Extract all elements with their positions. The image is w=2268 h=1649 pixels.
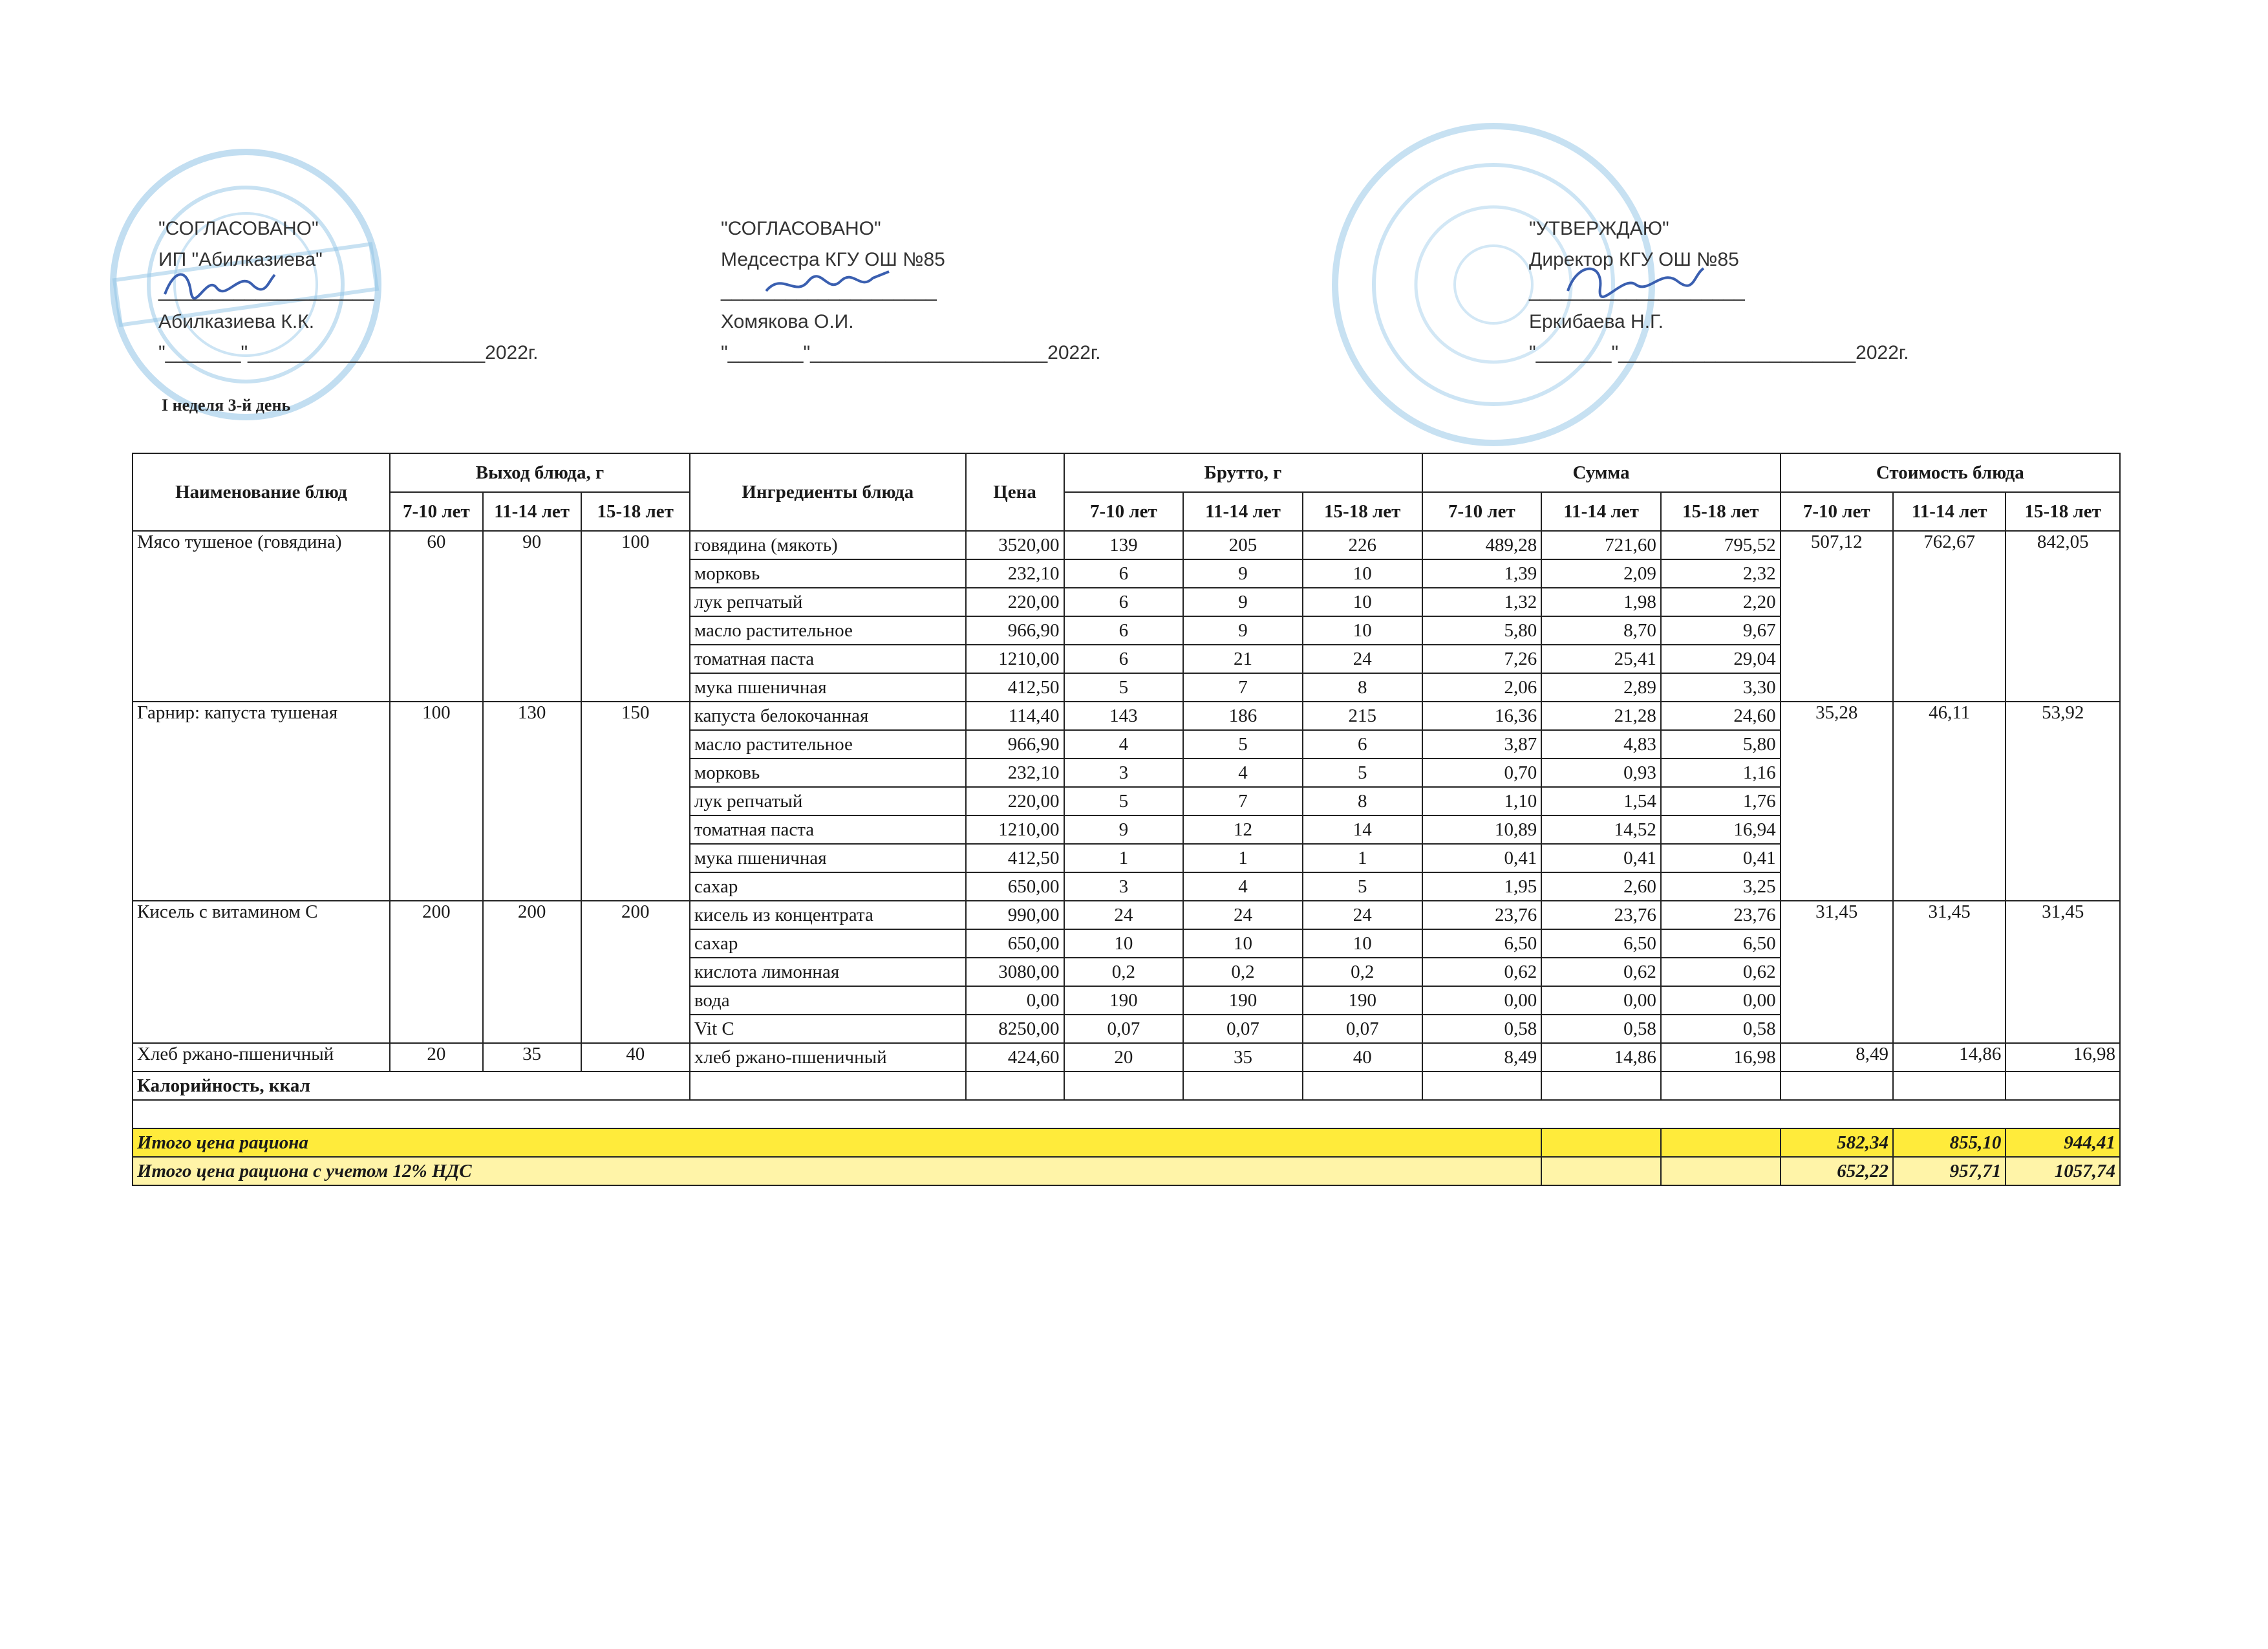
gross-weight: 5 <box>1064 673 1184 702</box>
header-gross: Брутто, г <box>1064 453 1422 492</box>
header-age-group: 7-10 лет <box>1781 492 1893 531</box>
ingredient-name: вода <box>690 986 966 1015</box>
total-vat-row-value: 957,71 <box>1893 1157 2006 1185</box>
ingredient-price: 3080,00 <box>966 958 1064 986</box>
ingredient-name: капуста белокочанная <box>690 702 966 730</box>
ingredient-name: морковь <box>690 759 966 787</box>
total-vat-row-value: 1057,74 <box>2006 1157 2120 1185</box>
ingredient-price: 412,50 <box>966 673 1064 702</box>
ingredient-name: томатная паста <box>690 645 966 673</box>
dish-yield: 100 <box>581 531 690 702</box>
ingredient-sum: 10,89 <box>1422 815 1542 844</box>
ingredient-sum: 7,26 <box>1422 645 1542 673</box>
ingredient-sum: 5,80 <box>1661 730 1781 759</box>
empty-cell <box>966 1072 1064 1100</box>
dish-yield: 200 <box>581 901 690 1043</box>
empty-cell <box>1661 1157 1781 1185</box>
header-age-group: 15-18 лет <box>2006 492 2120 531</box>
gross-weight: 0,2 <box>1183 958 1303 986</box>
gross-weight: 40 <box>1303 1043 1422 1072</box>
empty-cell <box>2006 1072 2120 1100</box>
ingredient-sum: 0,62 <box>1541 958 1661 986</box>
ingredient-sum: 21,28 <box>1541 702 1661 730</box>
gross-weight: 35 <box>1183 1043 1303 1072</box>
header-row <box>133 453 2120 492</box>
approval-date: "_______"______________________2022г. <box>1529 342 1909 363</box>
ingredient-price: 8250,00 <box>966 1015 1064 1043</box>
gross-weight: 10 <box>1303 616 1422 645</box>
approval-date: "_______"______________________2022г. <box>721 342 1101 363</box>
handwritten-signature-nurse <box>763 262 892 307</box>
ingredient-price: 412,50 <box>966 844 1064 872</box>
approval-name: Хомякова О.И. <box>721 311 854 332</box>
empty-cell <box>1541 1072 1661 1100</box>
handwritten-signature-director <box>1565 255 1707 307</box>
header-age-group: 15-18 лет <box>1303 492 1422 531</box>
ingredient-name: морковь <box>690 559 966 588</box>
menu-cost-table <box>132 453 2121 1186</box>
ingredient-sum: 29,04 <box>1661 645 1781 673</box>
gross-weight: 24 <box>1183 901 1303 929</box>
ingredient-sum: 2,60 <box>1541 872 1661 901</box>
empty-cell <box>1303 1072 1422 1100</box>
ingredient-name: лук репчатый <box>690 588 966 616</box>
empty-cell <box>1422 1072 1542 1100</box>
ingredient-price: 220,00 <box>966 787 1064 815</box>
ingredient-price: 114,40 <box>966 702 1064 730</box>
ingredient-name: кисель из концентрата <box>690 901 966 929</box>
gross-weight: 215 <box>1303 702 1422 730</box>
ingredient-sum: 14,86 <box>1541 1043 1661 1072</box>
dish-cost: 35,28 <box>1781 702 1893 901</box>
gross-weight: 24 <box>1303 645 1422 673</box>
dish-yield: 200 <box>483 901 581 1043</box>
signature-line: ____________________ <box>1529 280 1745 301</box>
ingredient-sum: 6,50 <box>1541 929 1661 958</box>
ingredient-price: 220,00 <box>966 588 1064 616</box>
total-row-value: 855,10 <box>1893 1128 2006 1157</box>
empty-cell <box>1661 1128 1781 1157</box>
gross-weight: 10 <box>1064 929 1184 958</box>
handwritten-signature-left <box>162 262 278 307</box>
ingredient-name: сахар <box>690 872 966 901</box>
ingredient-name: сахар <box>690 929 966 958</box>
gross-weight: 4 <box>1183 872 1303 901</box>
header-age-group: 7-10 лет <box>1422 492 1542 531</box>
gross-weight: 9 <box>1183 616 1303 645</box>
ingredient-sum: 2,06 <box>1422 673 1542 702</box>
header-dish-cost: Стоимость блюда <box>1781 453 2120 492</box>
ingredient-sum: 0,00 <box>1422 986 1542 1015</box>
ingredient-price: 424,60 <box>966 1043 1064 1072</box>
gross-weight: 9 <box>1064 815 1184 844</box>
ingredient-price: 990,00 <box>966 901 1064 929</box>
ingredient-sum: 0,70 <box>1422 759 1542 787</box>
dish-cost: 507,12 <box>1781 531 1893 702</box>
ingredient-sum: 0,58 <box>1661 1015 1781 1043</box>
dish-cost: 14,86 <box>1893 1043 2006 1072</box>
gross-weight: 186 <box>1183 702 1303 730</box>
ingredient-sum: 1,16 <box>1661 759 1781 787</box>
gross-weight: 0,07 <box>1303 1015 1422 1043</box>
empty-cell <box>1541 1128 1661 1157</box>
gross-weight: 6 <box>1064 616 1184 645</box>
dish-yield: 90 <box>483 531 581 702</box>
gross-weight: 1 <box>1064 844 1184 872</box>
gross-weight: 8 <box>1303 787 1422 815</box>
approval-position: ИП "Абилказиева" <box>158 249 323 270</box>
blank-row <box>133 1100 2120 1128</box>
gross-weight: 6 <box>1303 730 1422 759</box>
ingredient-sum: 6,50 <box>1661 929 1781 958</box>
dish-yield: 100 <box>390 702 483 901</box>
ingredient-name: томатная паста <box>690 815 966 844</box>
dish-cost: 31,45 <box>1893 901 2006 1043</box>
header-price: Цена <box>966 453 1064 531</box>
gross-weight: 4 <box>1064 730 1184 759</box>
dish-yield: 40 <box>581 1043 690 1072</box>
ingredient-sum: 6,50 <box>1422 929 1542 958</box>
dish-cost: 8,49 <box>1781 1043 1893 1072</box>
ingredient-sum: 2,09 <box>1541 559 1661 588</box>
approval-position: Медсестра КГУ ОШ №85 <box>721 249 945 270</box>
ingredient-price: 0,00 <box>966 986 1064 1015</box>
ingredient-sum: 25,41 <box>1541 645 1661 673</box>
empty-cell <box>1893 1072 2006 1100</box>
total-row <box>133 1128 2120 1157</box>
header-dish-name: Наименование блюд <box>133 453 390 531</box>
gross-weight: 226 <box>1303 531 1422 559</box>
gross-weight: 143 <box>1064 702 1184 730</box>
gross-weight: 190 <box>1183 986 1303 1015</box>
gross-weight: 8 <box>1303 673 1422 702</box>
approval-title: "СОГЛАСОВАНО" <box>721 218 881 239</box>
calories-label: Калорийность, ккал <box>133 1072 690 1100</box>
header-ingredients: Ингредиенты блюда <box>690 453 966 531</box>
ingredient-price: 232,10 <box>966 759 1064 787</box>
ingredient-price: 966,90 <box>966 730 1064 759</box>
ingredient-sum: 1,32 <box>1422 588 1542 616</box>
gross-weight: 205 <box>1183 531 1303 559</box>
gross-weight: 6 <box>1064 645 1184 673</box>
ingredient-sum: 1,10 <box>1422 787 1542 815</box>
approval-name: Абилказиева К.К. <box>158 311 315 332</box>
ingredient-sum: 0,62 <box>1661 958 1781 986</box>
signature-line: ____________________ <box>721 280 937 301</box>
week-day-label: I неделя 3-й день <box>162 396 291 415</box>
gross-weight: 3 <box>1064 759 1184 787</box>
gross-weight: 10 <box>1183 929 1303 958</box>
ingredient-sum: 3,25 <box>1661 872 1781 901</box>
gross-weight: 7 <box>1183 787 1303 815</box>
header-age-group: 11-14 лет <box>483 492 581 531</box>
approval-name: Еркибаева Н.Г. <box>1529 311 1664 332</box>
header-age-group: 15-18 лет <box>581 492 690 531</box>
ingredient-name: Vit C <box>690 1015 966 1043</box>
dish-yield: 200 <box>390 901 483 1043</box>
ingredient-sum: 0,41 <box>1661 844 1781 872</box>
ingredient-sum: 3,30 <box>1661 673 1781 702</box>
total-vat-row-value: 652,22 <box>1781 1157 1893 1185</box>
dish-name: Гарнир: капуста тушеная <box>133 702 390 901</box>
header-age-group: 11-14 лет <box>1183 492 1303 531</box>
ingredient-price: 232,10 <box>966 559 1064 588</box>
gross-weight: 24 <box>1303 901 1422 929</box>
ingredient-sum: 16,94 <box>1661 815 1781 844</box>
dish-yield: 150 <box>581 702 690 901</box>
ingredient-name: мука пшеничная <box>690 844 966 872</box>
gross-weight: 10 <box>1303 559 1422 588</box>
ingredient-sum: 23,76 <box>1422 901 1542 929</box>
gross-weight: 4 <box>1183 759 1303 787</box>
ingredient-sum: 1,54 <box>1541 787 1661 815</box>
gross-weight: 20 <box>1064 1043 1184 1072</box>
empty-cell <box>1661 1072 1781 1100</box>
gross-weight: 0,2 <box>1064 958 1184 986</box>
ingredient-sum: 24,60 <box>1661 702 1781 730</box>
ingredient-sum: 3,87 <box>1422 730 1542 759</box>
approval-position: Директор КГУ ОШ №85 <box>1529 249 1739 270</box>
ingredient-sum: 0,41 <box>1541 844 1661 872</box>
dish-cost: 762,67 <box>1893 531 2006 702</box>
approval-title: "СОГЛАСОВАНО" <box>158 218 319 239</box>
gross-weight: 1 <box>1183 844 1303 872</box>
ingredient-sum: 2,20 <box>1661 588 1781 616</box>
ingredient-sum: 0,58 <box>1541 1015 1661 1043</box>
ingredient-sum: 0,62 <box>1422 958 1542 986</box>
total-vat-row <box>133 1157 2120 1185</box>
table-row <box>133 702 2120 730</box>
gross-weight: 0,2 <box>1303 958 1422 986</box>
dish-cost: 31,45 <box>1781 901 1893 1043</box>
dish-name: Хлеб ржано-пшеничный <box>133 1043 390 1072</box>
ingredient-sum: 2,32 <box>1661 559 1781 588</box>
ingredient-name: лук репчатый <box>690 787 966 815</box>
gross-weight: 9 <box>1183 559 1303 588</box>
table-row <box>133 901 2120 929</box>
gross-weight: 10 <box>1303 588 1422 616</box>
dish-yield: 35 <box>483 1043 581 1072</box>
approval-date: "_______"______________________2022г. <box>158 342 539 363</box>
approval-title: "УТВЕРЖДАЮ" <box>1529 218 1669 239</box>
dish-yield: 20 <box>390 1043 483 1072</box>
gross-weight: 24 <box>1064 901 1184 929</box>
total-row-value: 582,34 <box>1781 1128 1893 1157</box>
ingredient-sum: 795,52 <box>1661 531 1781 559</box>
header-age-row <box>133 492 2120 531</box>
ingredient-sum: 4,83 <box>1541 730 1661 759</box>
empty-cell <box>690 1072 966 1100</box>
ingredient-sum: 0,00 <box>1541 986 1661 1015</box>
ingredient-name: масло растительное <box>690 730 966 759</box>
ingredient-price: 966,90 <box>966 616 1064 645</box>
ingredient-sum: 23,76 <box>1661 901 1781 929</box>
gross-weight: 139 <box>1064 531 1184 559</box>
ingredient-sum: 2,89 <box>1541 673 1661 702</box>
ingredient-name: масло растительное <box>690 616 966 645</box>
empty-cell <box>1183 1072 1303 1100</box>
ingredient-sum: 1,95 <box>1422 872 1542 901</box>
ingredient-name: кислота лимонная <box>690 958 966 986</box>
gross-weight: 5 <box>1303 872 1422 901</box>
gross-weight: 10 <box>1303 929 1422 958</box>
ingredient-price: 1210,00 <box>966 645 1064 673</box>
header-age-group: 15-18 лет <box>1661 492 1781 531</box>
gross-weight: 5 <box>1303 759 1422 787</box>
gross-weight: 0,07 <box>1064 1015 1184 1043</box>
gross-weight: 6 <box>1064 588 1184 616</box>
ingredient-sum: 23,76 <box>1541 901 1661 929</box>
gross-weight: 5 <box>1183 730 1303 759</box>
header-age-group: 11-14 лет <box>1541 492 1661 531</box>
ingredient-name: мука пшеничная <box>690 673 966 702</box>
gross-weight: 1 <box>1303 844 1422 872</box>
gross-weight: 21 <box>1183 645 1303 673</box>
ingredient-sum: 14,52 <box>1541 815 1661 844</box>
gross-weight: 190 <box>1064 986 1184 1015</box>
dish-yield: 60 <box>390 531 483 702</box>
header-age-group: 7-10 лет <box>1064 492 1184 531</box>
ingredient-price: 650,00 <box>966 872 1064 901</box>
gross-weight: 6 <box>1064 559 1184 588</box>
dish-name: Мясо тушеное (говядина) <box>133 531 390 702</box>
gross-weight: 12 <box>1183 815 1303 844</box>
table-row <box>133 1043 2120 1072</box>
ingredient-sum: 16,36 <box>1422 702 1542 730</box>
gross-weight: 9 <box>1183 588 1303 616</box>
header-age-group: 11-14 лет <box>1893 492 2006 531</box>
total-row-value: 944,41 <box>2006 1128 2120 1157</box>
ingredient-name: говядина (мякоть) <box>690 531 966 559</box>
ingredient-sum: 5,80 <box>1422 616 1542 645</box>
total-vat-row-label: Итого цена рациона с учетом 12% НДС <box>133 1157 1541 1185</box>
ingredient-sum: 8,70 <box>1541 616 1661 645</box>
empty-cell <box>133 1100 2120 1128</box>
ingredient-price: 3520,00 <box>966 531 1064 559</box>
gross-weight: 14 <box>1303 815 1422 844</box>
total-row-label: Итого цена рациона <box>133 1128 1541 1157</box>
table-row <box>133 531 2120 559</box>
signature-line: ____________________ <box>158 280 374 301</box>
ingredient-sum: 8,49 <box>1422 1043 1542 1072</box>
ingredient-sum: 9,67 <box>1661 616 1781 645</box>
dish-cost: 16,98 <box>2006 1043 2120 1072</box>
header-age-group: 7-10 лет <box>390 492 483 531</box>
dish-yield: 130 <box>483 702 581 901</box>
ingredient-sum: 0,00 <box>1661 986 1781 1015</box>
empty-cell <box>1541 1157 1661 1185</box>
ingredient-sum: 1,76 <box>1661 787 1781 815</box>
ingredient-sum: 16,98 <box>1661 1043 1781 1072</box>
dish-name: Кисель с витамином С <box>133 901 390 1043</box>
gross-weight: 7 <box>1183 673 1303 702</box>
ingredient-sum: 489,28 <box>1422 531 1542 559</box>
ingredient-price: 650,00 <box>966 929 1064 958</box>
gross-weight: 0,07 <box>1183 1015 1303 1043</box>
dish-cost: 31,45 <box>2006 901 2120 1043</box>
header-yield: Выход блюда, г <box>390 453 690 492</box>
dish-cost: 46,11 <box>1893 702 2006 901</box>
ingredient-sum: 721,60 <box>1541 531 1661 559</box>
empty-cell <box>1064 1072 1184 1100</box>
gross-weight: 190 <box>1303 986 1422 1015</box>
dish-cost: 53,92 <box>2006 702 2120 901</box>
ingredient-sum: 0,41 <box>1422 844 1542 872</box>
ingredient-sum: 0,58 <box>1422 1015 1542 1043</box>
ingredient-sum: 0,93 <box>1541 759 1661 787</box>
header-sum: Сумма <box>1422 453 1781 492</box>
ingredient-price: 1210,00 <box>966 815 1064 844</box>
ingredient-sum: 1,39 <box>1422 559 1542 588</box>
calories-row <box>133 1072 2120 1100</box>
dish-cost: 842,05 <box>2006 531 2120 702</box>
ingredient-sum: 1,98 <box>1541 588 1661 616</box>
gross-weight: 5 <box>1064 787 1184 815</box>
gross-weight: 3 <box>1064 872 1184 901</box>
ingredient-name: хлеб ржано-пшеничный <box>690 1043 966 1072</box>
empty-cell <box>1781 1072 1893 1100</box>
